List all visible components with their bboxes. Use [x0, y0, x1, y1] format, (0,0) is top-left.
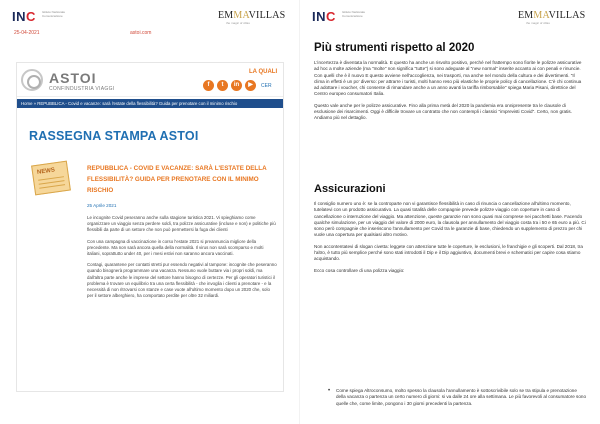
section-title: RASSEGNA STAMPA ASTOI: [29, 129, 199, 143]
right-page: [300, 0, 600, 424]
twitter-icon[interactable]: t: [217, 80, 228, 91]
inc-logo-subtitle: Istituto Nazionale Comunicazione: [342, 10, 366, 18]
subsection-heading: Assicurazioni: [314, 183, 386, 195]
clipping-date: 25-04-2021: [14, 30, 40, 36]
emma-villas-logo: EMMAVILLAS: [518, 10, 586, 21]
social-links: [203, 80, 256, 91]
section-heading: Più strumenti rispetto al 2020: [314, 42, 475, 54]
body-paragraph: L'incertezza è diventata la normalità. E questo ha anche un risvolto positivo, perché nel frattempo sono fiorite le polizze assicurative ad hoc a molte aziende (ma "molte" non significa "tutte") si sono adeguate al "new normal" inserite accanto ai con penali e rinuncie. Con quelli che è il nuovo E questo avviene nell'accoglienza, nei trasporti, ma anche nel mondo della cultura e dei divertimenti. "Il clima in effetti è un po' diverso: per attrarre i turisti, molti hanno reso più elastiche le proprie policy di cancellazione. C'è chi continua ad adottare i voucher, chi consente di rimandare anche a un anno avanti la tariffa rimborsabile" spiega Maria Pisani, direttrice del Centro europeo consumatori Italia.: [314, 60, 582, 97]
newspaper-icon: [31, 161, 71, 196]
bullet-list: [314, 388, 586, 407]
emma-villas-subtitle: the magic of villas: [526, 21, 550, 25]
clipping-source: astoi.com: [130, 30, 152, 36]
emma-villas-logo: EMMAVILLAS: [218, 10, 286, 21]
astoi-quality-label: LA QUALI: [249, 69, 278, 75]
article-paragraph: Contagi, quarantene per contatti stretti pur essendo negativi al tampone: incognite che peseranno quando bisognerà programmare una vacanza. Nessuno vuole buttare via i propri soldi, ma dall'altra parte anche le imprese del settore hanno bisogno di certezze. Per gli operatori turistici il problema è trovare un equilibrio tra una certa flessibilità - che invoglia i clienti a prenotare - e la necessità di non ritrovarsi con stanze e case vuote all'ultimo momento dopo un 2020 che, solo per il settore alberghiero, ha comportato perdite per oltre 32 miliardi.: [87, 262, 277, 299]
linkedin-icon[interactable]: in: [231, 80, 242, 91]
inc-logo: INC: [12, 9, 36, 24]
body-paragraph: Il consiglio numero uno è: se la controparte non vi garantisce flessibilità in caso di rinuncia o cancellazione all'ultimo momento, tutelatevi con un prodotto assicurativo. La quasi totalità delle compagnie prevede polizze viaggio con coperture in caso di cancellazione o interruzione del viaggio. Ma attenzione, queste garanzie non sono quasi mai comprese nei pacchetti base. Facendo qualche simulazione, per un viaggio del valore di 2000 euro, la clausola per annullamento del viaggio costa tra i 50 e 65 euro a più. Ci sono però compagnie che inseriscono l'annullamento per Covid tra le garanzie di base, chiedendo un supplemento di prezzo per chi vuole una copertura per qualsiasi altro motivo.: [314, 201, 586, 238]
body-text-b: [314, 201, 586, 279]
inc-logo: INC: [312, 9, 336, 24]
astoi-screenshot: [16, 62, 284, 392]
body-paragraph: Questo vale anche per le polizze assicurative. Fino alla prima metà del 2020 la pandemia era onnipresente tra le clausole di esclusione dei risarcimenti. Oggi è difficile trovare un contratto che non contempli i classici "imprevisti Covid". Certo, non gratis. Andiamo più nel dettaglio.: [314, 102, 572, 121]
youtube-icon[interactable]: ▶: [245, 80, 256, 91]
body-paragraph: Non accontentatevi di slogan civetta: leggete con attenzione tutte le coperture, le esclusioni, le franchigie e gli scoperti. Dal 2018, tra l'altro, è tutto più semplice perché sono stati introdotti il Dip e il Dip aggiuntivo, documenti brevi e schematici per capire cosa stiamo acquistando.: [314, 243, 583, 262]
astoi-header: [17, 63, 284, 97]
list-item: • Come spiega Altroconsumo, molto spesso la clausola l'annullamento è sottoscrivibile solo se tra stipula e prenotazione della vacanza o partenza un certo numero di giorni: si va dalle 24 ore alla settimana. Le più favorevoli al consumatore sono quelle che, come limite, pongono i 30 giorni precedenti la partenza.: [314, 388, 586, 407]
news-thumbnail: [27, 159, 75, 199]
article-paragraph: Le incognite Covid peseranno anche sulla stagione turistica 2021. Vi spieghiamo come organizzare un viaggio senza perdere soldi, tra polizze assicurative (incluse e non) e politiche più flessibili da parte di un settore che non può permettersi la fuga dei clienti: [87, 215, 276, 233]
article-date: 25 Aprile 2021: [87, 203, 117, 208]
breadcrumb[interactable]: Home » REPUBBLICA - Covid e vacanze: sarà l'estate della flessibilità? Guida per prenotare con il minimo rischio: [17, 99, 284, 108]
body-paragraph: Ecco cosa controllare di una polizza viaggio:: [314, 267, 405, 273]
body-text-a: [314, 60, 586, 127]
article-paragraph: Con una campagna di vaccinazione in corso l'estate 2021 si preannuncia migliore della precedente. Ma non sarà ancora quella della normalità. Il virus non sarà scomparso e molti italiani, soprattutto under 40, per i mesi estivi non saranno ancora vaccinati.: [87, 238, 264, 257]
facebook-icon[interactable]: f: [203, 80, 214, 91]
thumbnail-text: NEWS: [36, 167, 56, 176]
search-link[interactable]: CER: [261, 83, 272, 89]
astoi-tagline: CONFINDUSTRIA VIAGGI: [49, 86, 115, 92]
emma-villas-subtitle: the magic of villas: [226, 21, 250, 25]
astoi-logo-icon: [21, 69, 43, 91]
astoi-logo-text: ASTOI: [49, 70, 97, 86]
article-body: [87, 215, 277, 304]
article-title[interactable]: REPUBBLICA - COVID E VACANZE: SARÀ L'ESTATE DELLA FLESSIBILITÀ? GUIDA PER PRENOTARE CON IL MINIMO RISCHIO: [87, 165, 267, 194]
inc-logo-subtitle: Istituto Nazionale Comunicazione: [42, 10, 66, 18]
